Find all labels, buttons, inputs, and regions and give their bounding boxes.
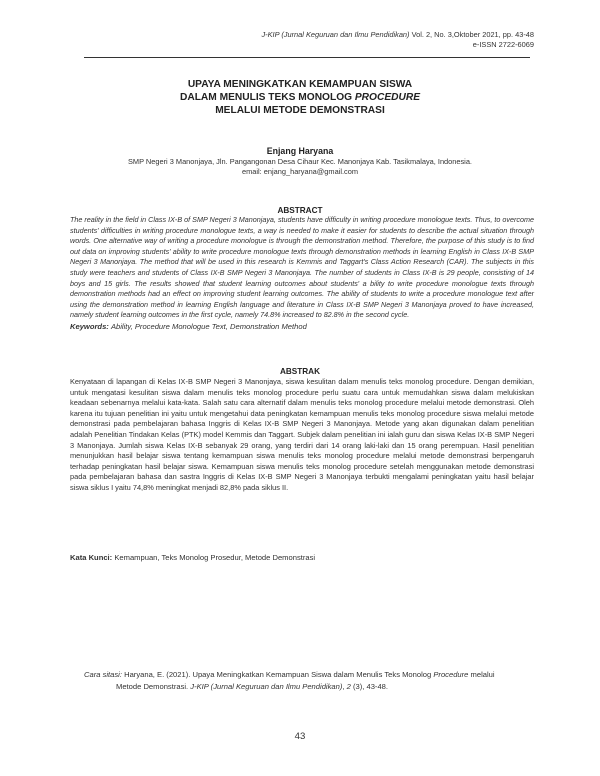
keywords-label: Keywords:: [70, 322, 109, 331]
citation-text-4: ,: [342, 682, 347, 691]
author-name: Enjang Haryana: [266, 146, 334, 156]
running-head-line: [261, 30, 534, 40]
citation-text-1: Haryana, E. (2021). Upaya Meningkatkan Kemampuan Siswa dalam Menulis Teks Monolog: [121, 670, 434, 679]
title-line-1: UPAYA MENINGKATKAN KEMAMPUAN SISWA: [187, 79, 413, 90]
title-line-3: MELALUI METODE DEMONSTRASI: [215, 105, 385, 116]
abstrak-text: Kenyataan di lapangan di Kelas IX-B SMP Negeri 3 Manonjaya, siswa kesulitan dalam menulis teks monolog procedure. Dengan demikian, untuk mengatasi kesulitan siswa dalam menulis teks monolog procedure perlu suatu cara untuk memudahkan siswa dalam melukiskan keadaan sebenarnya melalui kata-kata. Salah satu cara alternatif dalam menulis teks monolog procedure melalui metode demonstrasi. Oleh karena itu tujuan penelitian ini yaitu untuk mengetahui data peningkatan kemampuan menulis teks monolog procedure siswa melalui metode demonstrasi pada pembelajaran bahasa Inggris di Kelas IX-B SMP Negeri 3 Manonjaya. Metode yang akan digunakan dalam penelitian adalah Penelitian Tindakan Kelas (PTK) model Kemmis dan Taggart. Subjek dalam penelitian ini ialah guru dan siswa Kelas IX-B SMP Negeri 3 Manonjaya. Jumlah siswa Kelas IX-B sebanyak 29 orang, yang terdiri dari 14 orang laki-laki dan 15 orang perempuan. Hasil penelitian menunjukkan hasil belajar siswa tentang kemampuan siswa menulis teks monolog procedure melalui metode demonstrasi berpengaruh terhadap peningkatan hasil belajar siswa. Kemampuan siswa menulis teks monolog procedure setelah menggunakan metode demonstrasi pada pembelajaran bahasa dan sastra Inggris di Kelas IX-B SMP Negeri 3 Manonjaya terbukti mengalami peningkatan yaitu hasil belajar siswa siklus I yaitu 74,8% meningkat menjadi 82,8% pada siklus II.: [70, 377, 534, 492]
running-head-issue: Vol. 2, No. 3,Oktober 2021, pp. 43-48: [411, 30, 534, 39]
kata-kunci: [70, 553, 534, 563]
running-head: [261, 30, 534, 50]
citation-text-5: (3), 43-48.: [350, 682, 389, 691]
running-head-journal: J-KIP (Jurnal Keguruan dan Ilmu Pendidikan): [261, 30, 410, 39]
citation-volume: 2: [346, 682, 351, 691]
title-line-2-text: DALAM MENULIS TEKS MONOLOG: [180, 92, 355, 103]
citation: [84, 669, 530, 693]
citation-procedure: Procedure: [433, 670, 469, 679]
running-head-eissn: e-ISSN 2722-6069: [472, 40, 534, 49]
keywords-text: Ability, Procedure Monologue Text, Demonstration Method: [110, 322, 307, 331]
abstract-text: The reality in the field in Class IX-B of SMP Negeri 3 Manonjaya, students have difficulty in writing procedure monologue texts. Thus, to overcome students' difficulties in writing procedure monologue texts, a way is needed to make it easier for students to describe the actual situation through words. One alternative way of writing a procedure monologue is through the demonstration method. Therefore, the purpose of this study is to find out data on improving students' ability to write procedure monologue texts through demonstration methods in learning English in Class IX-B SMP Negeri 3 Manonjaya. The method that will be used in this research is Kemmis and Taggart's Class Action Research (CAR). The subjects in this study were teachers and students of Class IX-B SMP Negeri 3 Manonjaya. The number of students in Class IX-B is 29 people, consisting of 14 boys and 15 girls. The results showed that student learning outcomes about students' a bility to write procedure monologue texts through demonstration methods had an effect on improving student learning outcomes. The ability of students to write a procedure monologue text after using the demonstration method in learning English language and literature in Class IX-B SMP Negeri 3 Manonjaya proved to have increased, namely student learning outcomes in the first cycle, namely 74.8% increased to 82.8% in the second cycle.: [70, 215, 534, 320]
abstrak-heading: ABSTRAK: [279, 367, 321, 376]
kata-kunci-label: Kata Kunci:: [70, 553, 113, 562]
citation-text-3: Metode Demonstrasi.: [116, 682, 191, 691]
title-line-2: [70, 91, 530, 104]
citation-line-2: [84, 681, 530, 693]
keywords: [70, 322, 534, 332]
abstract-heading: ABSTRACT: [277, 206, 323, 215]
citation-line-1: [84, 670, 495, 679]
paper-title: [70, 78, 530, 117]
title-line-2-italic: PROCEDURE: [354, 92, 420, 103]
citation-label: Cara sitasi:: [84, 670, 122, 679]
author-affiliation: SMP Negeri 3 Manonjaya, Jln. Pangangonan Desa Cihaur Kec. Manonjaya Kab. Tasikmalaya, Indonesia.: [127, 157, 472, 166]
author-block: [70, 157, 530, 177]
citation-text-2: melalui: [468, 670, 495, 679]
header-rule: [84, 57, 530, 58]
citation-journal: J-KIP (Jurnal Keguruan dan Ilmu Pendidikan): [190, 682, 343, 691]
page-number: 43: [294, 731, 306, 742]
author-email: email: enjang_haryana@gmail.com: [242, 167, 358, 176]
kata-kunci-text: Kemampuan, Teks Monolog Prosedur, Metode Demonstrasi: [114, 553, 316, 562]
